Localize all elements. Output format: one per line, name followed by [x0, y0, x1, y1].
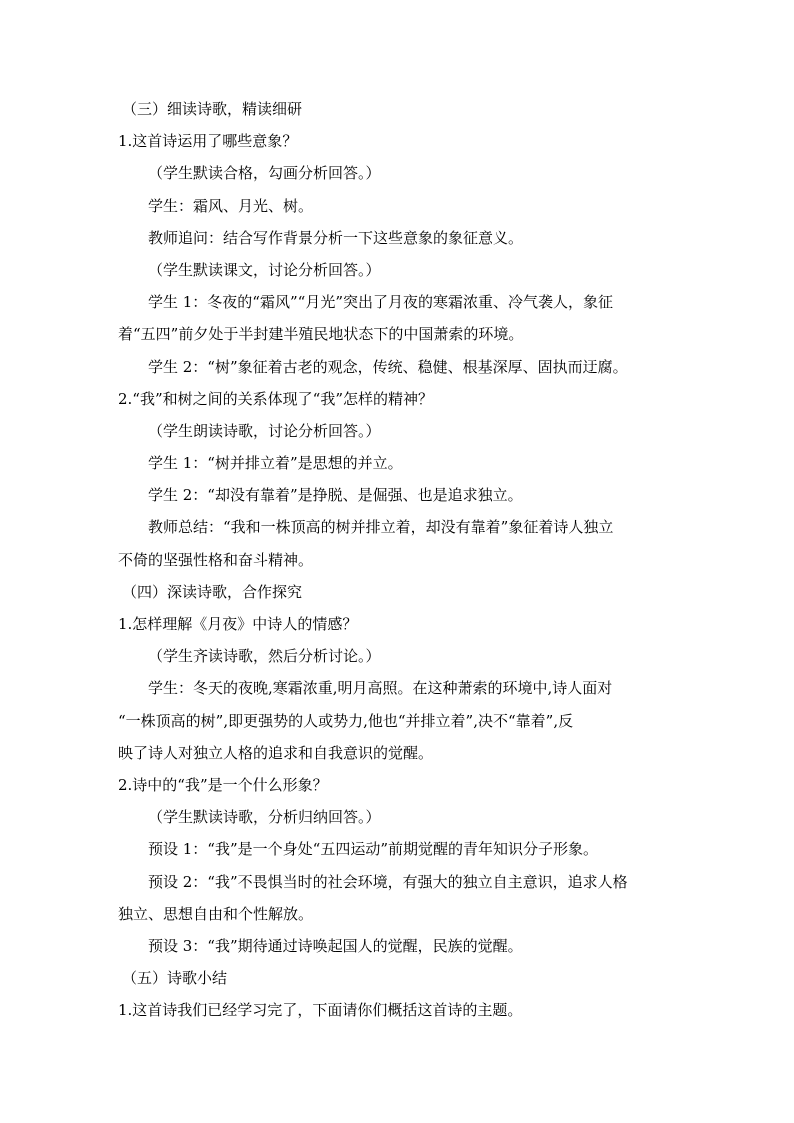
section-heading: （三）细读诗歌，精读细研: [122, 100, 303, 118]
document-body: [118, 93, 678, 1026]
section-heading: （四）深读诗歌，合作探究: [122, 582, 303, 601]
section-heading: （五）诗歌小结: [122, 969, 228, 988]
paragraph: 学生：冬天的夜晚,寒霜浓重,明月高照。在这种萧索的环境中,诗人面对: [148, 679, 613, 698]
paragraph-continuation: “一株顶高的树”,即更强势的人或势力,他也“并排立着”,决不“靠着”,反: [118, 711, 574, 730]
paragraph: 学生 1：冬夜的“霜风”“月光”突出了月夜的寒霜浓重、冷气袭人，象征: [148, 293, 613, 312]
paragraph: 学生 2：“却没有靠着”是挣脱、是倔强、也是追求独立。: [148, 486, 523, 505]
paragraph: 学生 2：“树”象征着古老的观念，传统、稳健、根基深厚、固执而迂腐。: [148, 357, 628, 376]
question: 1.这首诗运用了哪些意象？: [118, 132, 298, 151]
paragraph: 教师追问：结合写作背景分析一下这些意象的象征意义。: [148, 228, 524, 247]
activity-note: （学生朗读诗歌，讨论分析回答。）: [148, 421, 381, 440]
activity-note: （学生默读诗歌，分析归纳回答。）: [148, 808, 381, 827]
paragraph: 预设 3：“我”期待通过诗唤起国人的觉醒，民族的觉醒。: [148, 936, 523, 955]
question: 2.“我”和树之间的关系体现了“我”怎样的精神？: [118, 389, 433, 408]
question: 1.怎样理解《月夜》中诗人的情感？: [118, 615, 358, 633]
paragraph-continuation: 独立、思想自由和个性解放。: [118, 904, 314, 923]
question: 2.诗中的“我”是一个什么形象？: [118, 775, 328, 794]
activity-note: （学生齐读诗歌，然后分析讨论。）: [148, 647, 381, 666]
paragraph-continuation: 着“五四”前夕处于半封建半殖民地状态下的中国萧索的环境。: [118, 325, 524, 344]
activity-note: （学生默读合格，勾画分析回答。）: [148, 164, 381, 183]
paragraph: 学生：霜风、月光、树。: [148, 196, 314, 215]
question: 1.这首诗我们已经学习完了，下面请你们概括这首诗的主题。: [118, 1001, 523, 1020]
activity-note: （学生默读课文，讨论分析回答。）: [148, 260, 381, 279]
paragraph-continuation: 不倚的坚强性格和奋斗精神。: [118, 550, 314, 569]
paragraph: 预设 1：“我”是一个身处“五四运动”前期觉醒的青年知识分子形象。: [148, 840, 598, 859]
paragraph: 教师总结：“我和一株顶高的树并排立着，却没有靠着”象征着诗人独立: [148, 518, 614, 537]
paragraph: 学生 1：“树并排立着”是思想的并立。: [148, 454, 403, 473]
paragraph: 预设 2：“我”不畏惧当时的社会环境，有强大的独立自主意识，追求人格: [148, 872, 628, 891]
paragraph-continuation: 映了诗人对独立人格的追求和自我意识的觉醒。: [118, 743, 434, 762]
